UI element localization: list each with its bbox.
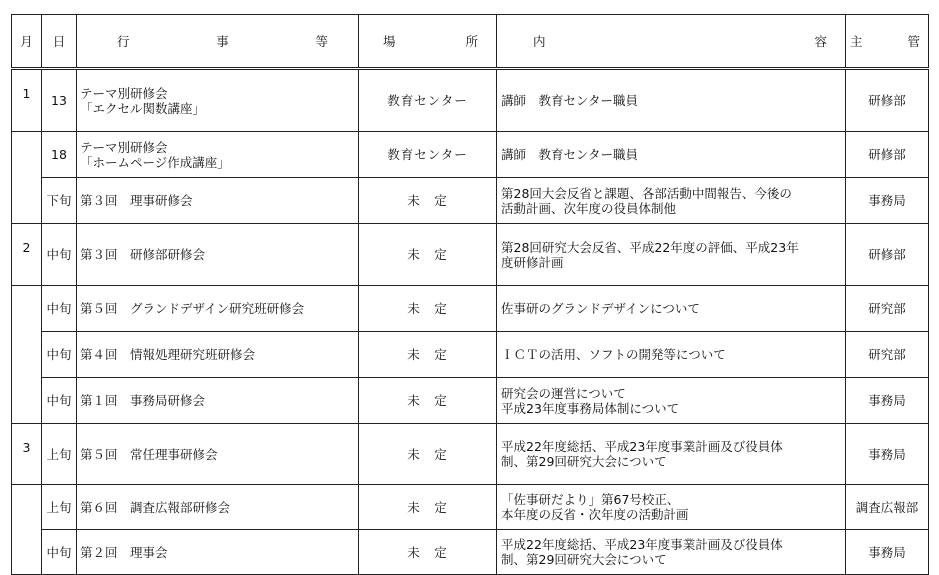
event-cell (77, 332, 359, 378)
header-org-char: 管 (907, 33, 920, 49)
content-line: 本年度の反省・次年度の活動計画 (501, 507, 689, 522)
event-line: 第１回 事務局研修会 (80, 393, 206, 408)
place-cell: 未 定 (359, 224, 497, 286)
table-row (12, 132, 929, 178)
month-cell (12, 530, 42, 575)
header-place-char: 場 (383, 33, 396, 49)
schedule-sheet (11, 14, 928, 575)
month-cell: 1 (12, 69, 42, 132)
content-line: 講師 教育センター職員 (501, 93, 639, 108)
header-content-char: 内 (533, 33, 546, 49)
table-row (12, 424, 929, 485)
org-cell: 事務局 (846, 378, 929, 424)
header-place-char: 所 (465, 33, 478, 49)
place-cell: 未 定 (359, 424, 497, 485)
schedule-table (11, 14, 929, 575)
content-line: 第28回研究大会反省、平成22年度の評価、平成23年 (501, 239, 799, 255)
org-cell: 研修部 (846, 132, 929, 178)
table-row (12, 378, 929, 424)
content-cell (497, 224, 846, 286)
content-line: 平成22年度総括、平成23年度事業計画及び役員体 (501, 439, 783, 454)
event-cell (77, 178, 359, 224)
header-content-char: 容 (814, 33, 827, 49)
content-line: 佐事研のグランドデザインについて (501, 301, 700, 316)
event-cell (77, 485, 359, 530)
day-cell: 中旬 (42, 286, 77, 332)
org-cell: 事務局 (846, 178, 929, 224)
org-cell: 事務局 (846, 424, 929, 485)
month-cell (12, 332, 42, 378)
month-cell (12, 178, 42, 224)
month-cell: 3 (12, 424, 42, 485)
event-cell (77, 530, 359, 575)
event-cell (77, 286, 359, 332)
content-line: 平成22年度総括、平成23年度事業計画及び役員体 (501, 537, 783, 552)
event-line: 第５回 グランドデザイン研究班研修会 (80, 301, 305, 316)
content-line: 制、第29回研究大会について (501, 454, 667, 469)
place-cell: 未 定 (359, 286, 497, 332)
content-cell (497, 69, 846, 132)
event-cell (77, 132, 359, 178)
month-cell (12, 485, 42, 530)
content-cell (497, 424, 846, 485)
table-row (12, 332, 929, 378)
org-cell: 研究部 (846, 332, 929, 378)
content-line: 度研修計画 (501, 254, 564, 270)
place-cell: 教育センター (359, 132, 497, 178)
header-event (77, 15, 359, 69)
content-line: 活動計画、次年度の役員体制他 (501, 200, 677, 216)
event-line: 第６回 調査広報部研修会 (80, 499, 231, 515)
place-cell: 未 定 (359, 332, 497, 378)
day-cell: 18 (42, 132, 77, 178)
day-cell: 中旬 (42, 530, 77, 575)
header-org (846, 15, 929, 69)
table-row (12, 530, 929, 575)
event-line: 第５回 常任理事研修会 (80, 446, 218, 462)
day-cell: 中旬 (42, 378, 77, 424)
event-line: 第４回 情報処理研究班研修会 (80, 347, 256, 362)
month-cell (12, 286, 42, 332)
content-cell (497, 178, 846, 224)
event-line: テーマ別研修会 (80, 139, 168, 155)
table-row (12, 178, 929, 224)
content-line: 第28回大会反省と課題、各部活動中間報告、今後の (501, 185, 792, 201)
event-cell (77, 424, 359, 485)
month-cell: 2 (12, 224, 42, 286)
day-cell: 13 (42, 69, 77, 132)
org-cell: 事務局 (846, 530, 929, 575)
content-cell (497, 132, 846, 178)
month-cell (12, 378, 42, 424)
place-cell: 未 定 (359, 178, 497, 224)
content-line: ＩＣＴの活用、ソフトの開発等について (501, 347, 726, 362)
event-cell (77, 378, 359, 424)
header-org-char: 主 (850, 33, 863, 49)
event-line: 「ホームページ作成講座」 (80, 154, 230, 170)
day-cell: 上旬 (42, 424, 77, 485)
header-place (359, 15, 497, 69)
event-line: 第３回 研修部研修会 (80, 247, 206, 262)
content-cell (497, 286, 846, 332)
header-month: 月 (12, 15, 42, 69)
table-row (12, 286, 929, 332)
day-cell: 中旬 (42, 224, 77, 286)
content-line: 平成23年度事務局体制について (501, 400, 680, 416)
header-content (497, 15, 846, 69)
day-cell: 下旬 (42, 178, 77, 224)
month-cell (12, 132, 42, 178)
org-cell: 調査広報部 (846, 485, 929, 530)
header-day: 日 (42, 15, 77, 69)
content-line: 制、第29回研究大会について (501, 552, 667, 567)
header-event-char: 等 (315, 33, 328, 49)
content-line: 講師 教育センター職員 (501, 147, 639, 162)
content-line: 研究会の運営について (501, 385, 626, 401)
place-cell: 未 定 (359, 530, 497, 575)
header-row (12, 15, 929, 69)
place-cell: 未 定 (359, 485, 497, 530)
place-cell: 未 定 (359, 378, 497, 424)
content-line: 「佐事研だより」第67号校正、 (501, 492, 680, 507)
day-cell: 上旬 (42, 485, 77, 530)
event-line: テーマ別研修会 (80, 85, 168, 101)
org-cell: 研修部 (846, 224, 929, 286)
event-cell (77, 224, 359, 286)
day-cell: 中旬 (42, 332, 77, 378)
content-cell (497, 332, 846, 378)
table-row (12, 224, 929, 286)
table-row (12, 69, 929, 132)
event-cell (77, 69, 359, 132)
table-row (12, 485, 929, 530)
content-cell (497, 378, 846, 424)
content-cell (497, 485, 846, 530)
header-event-char: 事 (216, 33, 229, 49)
org-cell: 研究部 (846, 286, 929, 332)
event-line: 「エクセル関数講座」 (80, 100, 206, 116)
org-cell: 研修部 (846, 69, 929, 132)
content-cell (497, 530, 846, 575)
header-event-char: 行 (117, 33, 130, 49)
place-cell: 教育センター (359, 69, 497, 132)
event-line: 第３回 理事研修会 (80, 193, 193, 208)
event-line: 第２回 理事会 (80, 544, 168, 560)
